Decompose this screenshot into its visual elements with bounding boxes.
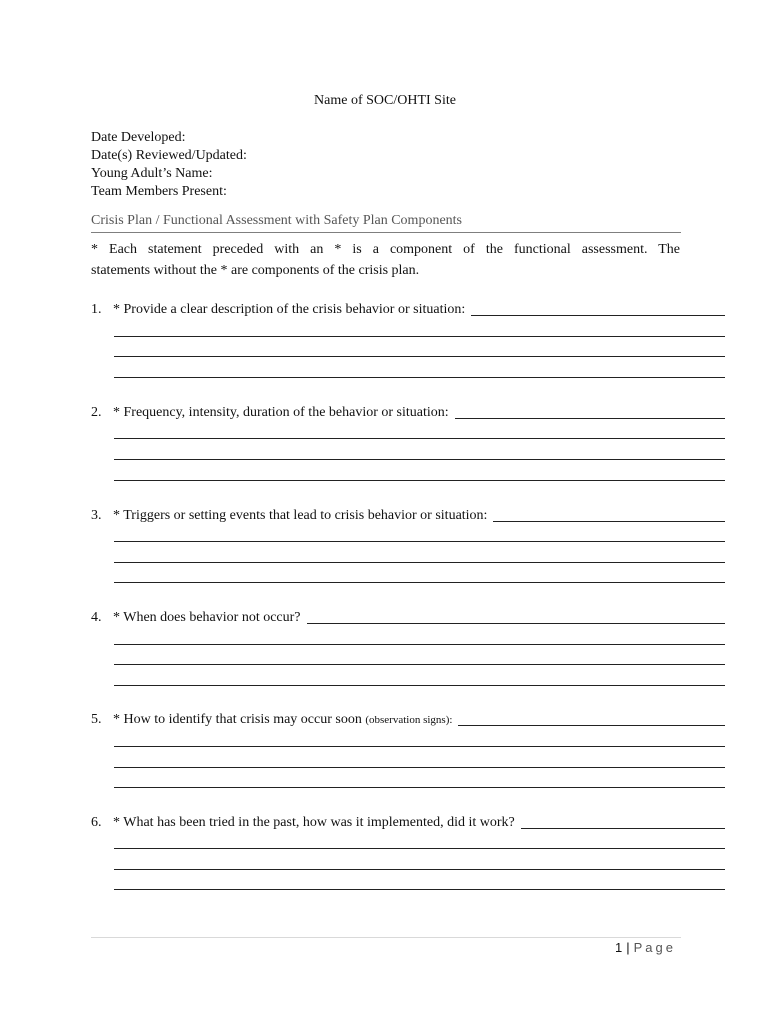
form-meta-fields (91, 129, 247, 201)
answer-field-inline[interactable] (493, 520, 725, 522)
footer-divider (91, 937, 681, 938)
question-5 (91, 710, 725, 790)
answer-field-inline[interactable] (307, 622, 725, 624)
intro-line-1: * Each statement preceded with an * is a component of the functional assessment. The (91, 242, 680, 257)
page-number: 1 (615, 940, 623, 955)
answer-line[interactable] (114, 377, 725, 378)
question-number: 5. (91, 712, 102, 727)
answer-line[interactable] (114, 459, 725, 460)
question-2 (91, 403, 725, 483)
answer-line[interactable] (114, 336, 725, 337)
question-note: (observation signs): (365, 714, 453, 726)
question-text: * Frequency, intensity, duration of the behavior or situation: (113, 405, 449, 420)
question-1 (91, 300, 725, 380)
question-text-main: * How to identify that crisis may occur soon (113, 712, 362, 727)
answer-line[interactable] (114, 582, 725, 583)
question-number: 2. (91, 405, 102, 420)
young-adult-name-label: Young Adult’s Name: (91, 166, 213, 181)
answer-line[interactable] (114, 480, 725, 481)
answer-line[interactable] (114, 746, 725, 747)
answer-field-inline[interactable] (471, 314, 725, 316)
footer-separator: | (626, 940, 630, 955)
question-4 (91, 608, 725, 688)
page-label: Page (633, 940, 676, 955)
question-number: 1. (91, 302, 102, 317)
question-6 (91, 813, 725, 893)
answer-line[interactable] (114, 787, 725, 788)
date-developed-label: Date Developed: (91, 130, 186, 145)
intro-paragraph (91, 239, 680, 281)
answer-field-inline[interactable] (521, 827, 725, 829)
page-footer (560, 940, 676, 955)
dates-reviewed-label: Date(s) Reviewed/Updated: (91, 148, 247, 163)
team-members-label: Team Members Present: (91, 184, 227, 199)
answer-line[interactable] (114, 889, 725, 890)
question-3 (91, 506, 725, 586)
site-title: Name of SOC/OHTI Site (314, 93, 456, 108)
intro-line-2: statements without the * are components of the crisis plan. (91, 263, 420, 278)
question-text (113, 712, 452, 728)
answer-line[interactable] (114, 644, 725, 645)
answer-field-inline[interactable] (455, 417, 725, 419)
question-text: * Provide a clear description of the crisis behavior or situation: (113, 302, 466, 317)
answer-field-inline[interactable] (458, 724, 725, 726)
answer-line[interactable] (114, 767, 725, 768)
question-number: 6. (91, 815, 102, 830)
answer-line[interactable] (114, 685, 725, 686)
section-heading: Crisis Plan / Functional Assessment with Safety Plan Components (91, 213, 681, 233)
answer-line[interactable] (114, 438, 725, 439)
question-number: 3. (91, 508, 102, 523)
answer-line[interactable] (114, 869, 725, 870)
answer-line[interactable] (114, 562, 725, 563)
answer-line[interactable] (114, 848, 725, 849)
question-text: * Triggers or setting events that lead to crisis behavior or situation: (113, 508, 488, 523)
answer-line[interactable] (114, 541, 725, 542)
question-text: * When does behavior not occur? (113, 610, 301, 625)
question-number: 4. (91, 610, 102, 625)
question-text: * What has been tried in the past, how was it implemented, did it work? (113, 815, 515, 830)
answer-line[interactable] (114, 664, 725, 665)
answer-line[interactable] (114, 356, 725, 357)
